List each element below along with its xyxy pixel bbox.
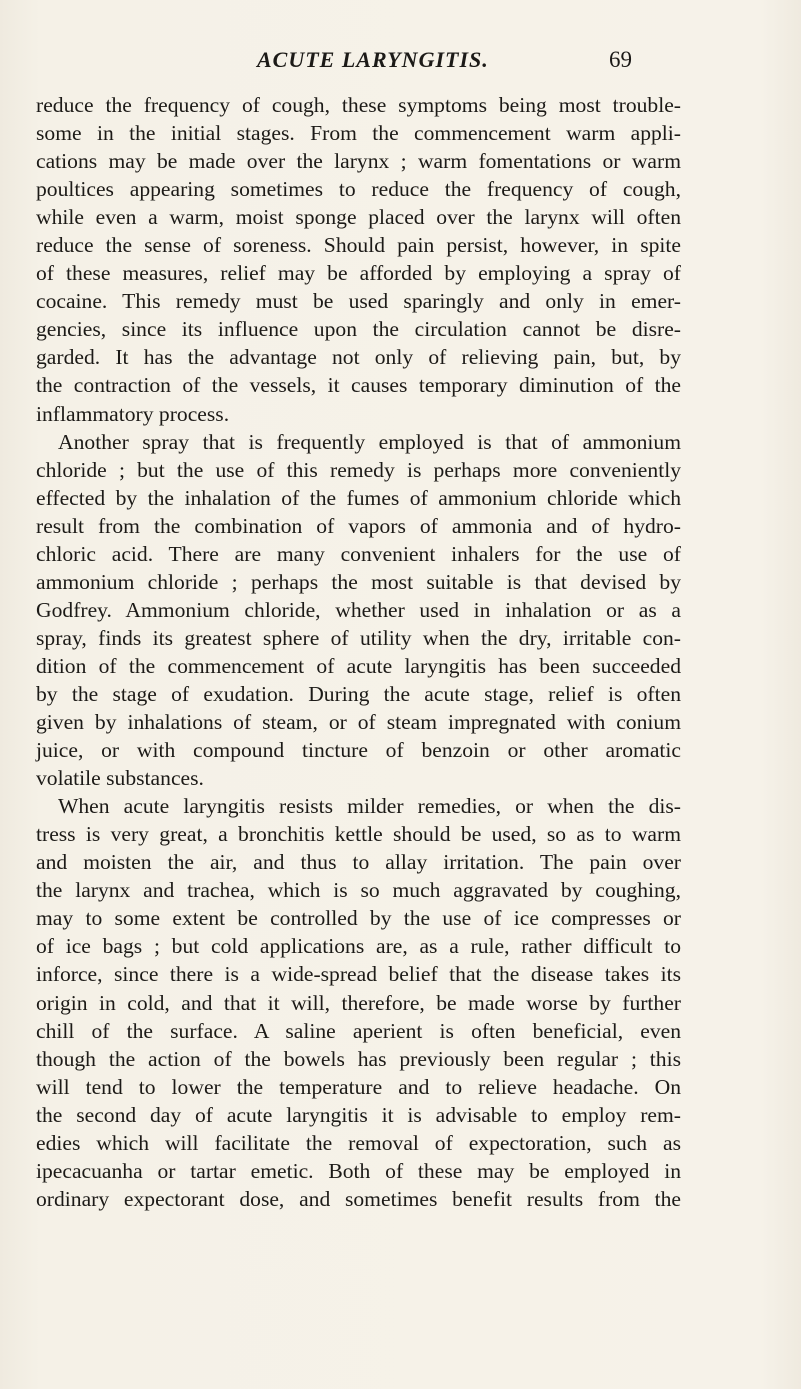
text-line: reduce the sense of soreness. Should pain persist, however, in spite bbox=[36, 233, 681, 258]
text-line: spray, finds its greatest sphere of utility when the dry, irritable con- bbox=[36, 625, 681, 650]
text-line: dition of the commencement of acute laryngitis has been succeeded bbox=[36, 653, 681, 678]
page-number: 69 bbox=[609, 47, 632, 72]
text-line: may to some extent be controlled by the use of ice compresses or bbox=[36, 906, 681, 931]
text-line: the larynx and trachea, which is so much aggravated by coughing, bbox=[36, 878, 681, 903]
text-line: chloric acid. There are many convenient inhalers for the use of bbox=[36, 541, 681, 566]
text-line: ipecacuanha or tartar emetic. Both of these may be employed in bbox=[36, 1158, 681, 1183]
text-line: result from the combination of vapors of ammonia and of hydro- bbox=[36, 513, 681, 538]
text-line: the contraction of the vessels, it causes temporary diminution of the bbox=[36, 373, 681, 398]
text-line: and moisten the air, and thus to allay irritation. The pain over bbox=[36, 850, 681, 875]
paragraph-first-line: When acute laryngitis resists milder remedies, or when the dis- bbox=[58, 794, 681, 819]
running-title: ACUTE LARYNGITIS. bbox=[257, 47, 489, 72]
text-line: reduce the frequency of cough, these symptoms being most trouble- bbox=[36, 93, 681, 117]
text-line: Godfrey. Ammonium chloride, whether used in inhalation or as a bbox=[36, 597, 681, 622]
text-line: ordinary expectorant dose, and sometimes benefit results from the bbox=[36, 1186, 681, 1211]
text-line: juice, or with compound tincture of benzoin or other aromatic bbox=[36, 738, 681, 763]
text-line: tress is very great, a bronchitis kettle should be used, so as to warm bbox=[36, 822, 681, 847]
text-line: volatile substances. bbox=[36, 766, 204, 791]
text-line: inforce, since there is a wide-spread belief that the disease takes its bbox=[36, 962, 681, 987]
paragraph-first-line: Another spray that is frequently employed is that of ammonium bbox=[58, 429, 681, 454]
text-line: inflammatory process. bbox=[36, 401, 230, 426]
text-line: effected by the inhalation of the fumes of ammonium chloride which bbox=[36, 485, 681, 510]
text-line: cations may be made over the larynx ; warm fomentations or warm bbox=[36, 149, 681, 174]
text-line: poultices appearing sometimes to reduce the frequency of cough, bbox=[36, 177, 681, 202]
text-line: chloride ; but the use of this remedy is perhaps more conveniently bbox=[36, 457, 681, 482]
text-line: the second day of acute laryngitis it is advisable to employ rem- bbox=[36, 1102, 681, 1127]
text-line: gencies, since its influence upon the circulation cannot be disre- bbox=[36, 317, 681, 342]
text-line: of these measures, relief may be afforded by employing a spray of bbox=[36, 261, 681, 286]
text-line: given by inhalations of steam, or of steam impregnated with conium bbox=[36, 710, 681, 735]
text-line: origin in cold, and that it will, therefore, be made worse by further bbox=[36, 990, 681, 1015]
text-line: though the action of the bowels has previously been regular ; this bbox=[36, 1046, 681, 1071]
text-line: edies which will facilitate the removal of expectoration, such as bbox=[36, 1130, 681, 1155]
text-line: cocaine. This remedy must be used sparingly and only in emer- bbox=[36, 289, 681, 314]
text-line: garded. It has the advantage not only of relieving pain, but, by bbox=[36, 345, 681, 370]
text-line: by the stage of exudation. During the acute stage, relief is often bbox=[36, 681, 681, 706]
text-line: ammonium chloride ; perhaps the most suitable is that devised by bbox=[36, 569, 681, 594]
text-line: of ice bags ; but cold applications are, as a rule, rather difficult to bbox=[36, 934, 681, 959]
text-line: will tend to lower the temperature and to relieve headache. On bbox=[36, 1074, 681, 1099]
page-header bbox=[0, 47, 801, 77]
text-line: chill of the surface. A saline aperient is often beneficial, even bbox=[36, 1018, 681, 1043]
text-line: while even a warm, moist sponge placed over the larynx will often bbox=[36, 205, 681, 230]
text-line: some in the initial stages. From the commencement warm appli- bbox=[36, 121, 681, 146]
body-text bbox=[36, 91, 681, 1213]
